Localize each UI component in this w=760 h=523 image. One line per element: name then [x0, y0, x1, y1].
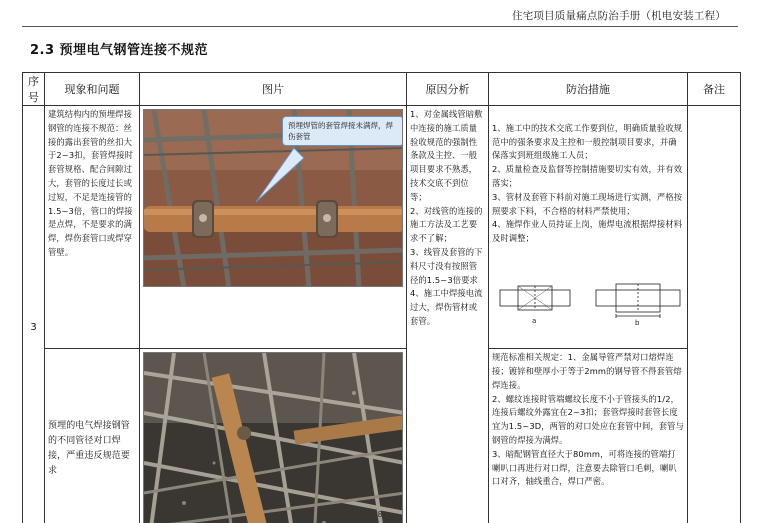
table-row — [23, 349, 741, 523]
diagram-label-b: b — [635, 318, 640, 326]
problem-description-2: 预埋的电气焊接钢管的不同管径对口焊接，严重违反规范要求 — [45, 349, 140, 523]
prevention-measures — [489, 106, 688, 349]
col-header-note: 备注 — [688, 73, 741, 106]
cause-analysis: 1、对金属线管暗敷中连接的施工质量验收规范的强制性条款及主控、一般项目要求不熟悉，技术交底不到位等； 2、对线管的连接的施工方法及工艺要求不了解； 3、线管及套管的下料尺寸没有按照管径的1.5~3倍要求 4、施工中焊接电流过大，焊伤管材或套管。 — [407, 106, 489, 523]
standard-requirements: 规范标准相关规定：1、金属导管严禁对口熔焊连接；镀锌和壁厚小于等于2mm的钢导管不得套管熔焊连接。 2、螺纹连接时管端螺纹长度不小于管接头的1/2，连接后螺纹外露宜在2~3扣；套管焊接时套管长度宜为1.5~3D，两管的对口处应在套管中间，套管与钢管的焊接为满焊。 3、暗配钢管直径大于80mm，可将连接的管端打喇叭口再进行对口焊，注意要去除管口毛刺，喇叭口对齐，轴线重合，焊口严密。 — [489, 349, 688, 523]
prevention-measures-text: 1、施工中的技术交底工作要到位，明确质量验收规范中的强条要求及主控和一般控制项目要求，并确保落实到班组级施工人员； 2、质量检查及监督等控制措施要切实有效，并有效落实； 3、管材及套管下料前对施工现场进行实测，严格按照要求下料，不合格的材料严禁使用； 4、施焊作业人员持证上岗，施焊电流根据焊接材料及时调整； — [492, 122, 683, 244]
section-title: 2.3 预埋电气钢管连接不规范 — [30, 43, 209, 58]
photo-callout: 预埋焊管的套管焊接未满焊，焊伤套管 — [282, 116, 403, 146]
manual-title: 住宅项目质量痛点防治手册（机电安装工程） — [512, 10, 726, 22]
col-header-cause: 原因分析 — [407, 73, 489, 106]
col-header-picture: 图片 — [140, 73, 407, 106]
connection-diagram — [492, 260, 684, 335]
table-row — [23, 106, 741, 349]
col-header-measure: 防治措施 — [489, 73, 688, 106]
table-header-row — [23, 73, 741, 106]
photo-cell-bottom — [140, 349, 407, 523]
defect-table — [22, 72, 741, 523]
page-number: -8- — [374, 510, 386, 519]
col-header-seq: 序号 — [23, 73, 45, 106]
header-divider — [22, 26, 738, 27]
pipe-joint-diagram — [496, 276, 684, 326]
sleeve-weld-photo — [143, 109, 403, 287]
butt-weld-photo-graphic — [144, 353, 403, 523]
row-seq: 3 — [23, 106, 45, 523]
photo-cell-top — [140, 106, 407, 349]
note-cell — [688, 106, 741, 523]
problem-description: 建筑结构内的预埋焊接钢管的连接不规范：丝接的露出套管的丝扣大于2~3扣，套管焊接时套管规格、配合间隙过大，套管的长度过长或过短，不足是连接管的1.5~3倍，管口的焊接是点焊，不是要求的满焊，焊伤套管口或焊穿管壁。 — [45, 106, 140, 349]
butt-weld-photo — [143, 352, 403, 523]
col-header-problem: 现象和问题 — [45, 73, 140, 106]
diagram-label-a: a — [532, 316, 537, 325]
